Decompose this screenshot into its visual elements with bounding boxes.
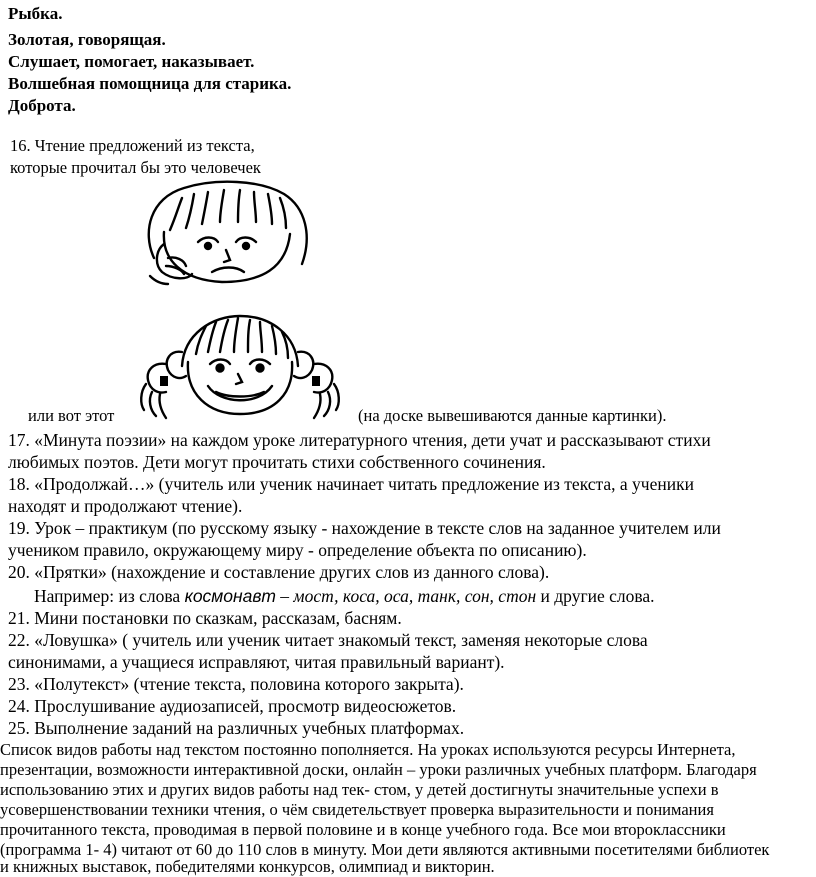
picture-row-left-text: или вот этот — [28, 406, 115, 425]
item-22-line-1: 22. «Ловушка» ( учитель или ученик читает знакомый текст, заменяя некоторые слова — [8, 630, 648, 650]
sad-face-image — [132, 180, 318, 290]
item-16-line-1: 16. Чтение предложений из текста, — [10, 136, 255, 155]
item-16-line-2: которые прочитал бы это человечек — [10, 158, 261, 177]
closing-line-5: прочитанного текста, проводимая в первой половине и в конце учебного года. Все мои второклассники — [0, 820, 726, 839]
item-17-line-2: любимых поэтов. Дети могут прочитать стихи собственного сочинения. — [8, 452, 546, 472]
item-20-example — [34, 586, 655, 607]
closing-line-1: Список видов работы над текстом постоянно пополняется. На уроках используются ресурсы Интернета, — [0, 740, 736, 759]
item-20-example-words: – мост, коса, оса, танк, сон, стон — [275, 586, 537, 606]
item-22-line-2: синонимами, а учащиеся исправляют, читая правильный вариант). — [8, 652, 505, 672]
item-21-line: 21. Мини постановки по сказкам, рассказам, басням. — [8, 608, 402, 628]
heading-line-1: Рыбка. — [8, 4, 63, 23]
closing-line-3: использованию этих и других видов работы над тек- стом, у детей достигнуты значительные успехи в — [0, 780, 719, 799]
closing-line-2: презентации, возможности интерактивной доски, онлайн – уроки различных учебных платформ. Благодаря — [0, 760, 757, 779]
heading-line-5: Доброта. — [8, 96, 76, 115]
closing-line-4: усовершенствовании техники чтения, о чём свидетельствует проверка выразительности и понимания — [0, 800, 714, 819]
item-24-line: 24. Прослушивание аудиозаписей, просмотр видеосюжетов. — [8, 696, 457, 716]
heading-line-3: Слушает, помогает, наказывает. — [8, 52, 255, 71]
item-20-line: 20. «Прятки» (нахождение и составление других слов из данного слова). — [8, 562, 550, 582]
closing-line-6: (программа 1- 4) читают от 60 до 110 слов в минуту. Мои дети являются активными посетителями библиотек — [0, 840, 770, 859]
item-18-line-1: 18. «Продолжай…» (учитель или ученик начинает читать предложение из текста, а ученики — [8, 474, 694, 494]
item-20-example-post: и другие слова. — [536, 586, 655, 606]
heading-line-4: Волшебная помощница для старика. — [8, 74, 292, 93]
item-23-line: 23. «Полутекст» (чтение текста, половина которого закрыта). — [8, 674, 464, 694]
item-18-line-2: находят и продолжают чтение). — [8, 496, 243, 516]
picture-row-right-text: (на доске вывешиваются данные картинки). — [358, 406, 667, 425]
item-20-example-pre: Например: из слова — [34, 586, 185, 606]
closing-line-7: и книжных выставок, победителями конкурсов, олимпиад и викторин. — [0, 857, 495, 876]
item-25-line: 25. Выполнение заданий на различных учебных платформах. — [8, 718, 465, 738]
heading-line-2: Золотая, говорящая. — [8, 30, 166, 49]
happy-face-image — [136, 312, 342, 424]
item-19-line-1: 19. Урок – практикум (по русскому языку - нахождение в тексте слов на заданное учителем или — [8, 518, 721, 538]
item-20-example-word: космонавт — [184, 586, 276, 606]
item-19-line-2: учеником правило, окружающему миру - определение объекта по описанию). — [8, 540, 587, 560]
item-17-line-1: 17. «Минута поэзии» на каждом уроке литературного чтения, дети учат и рассказывают стихи — [8, 430, 711, 450]
